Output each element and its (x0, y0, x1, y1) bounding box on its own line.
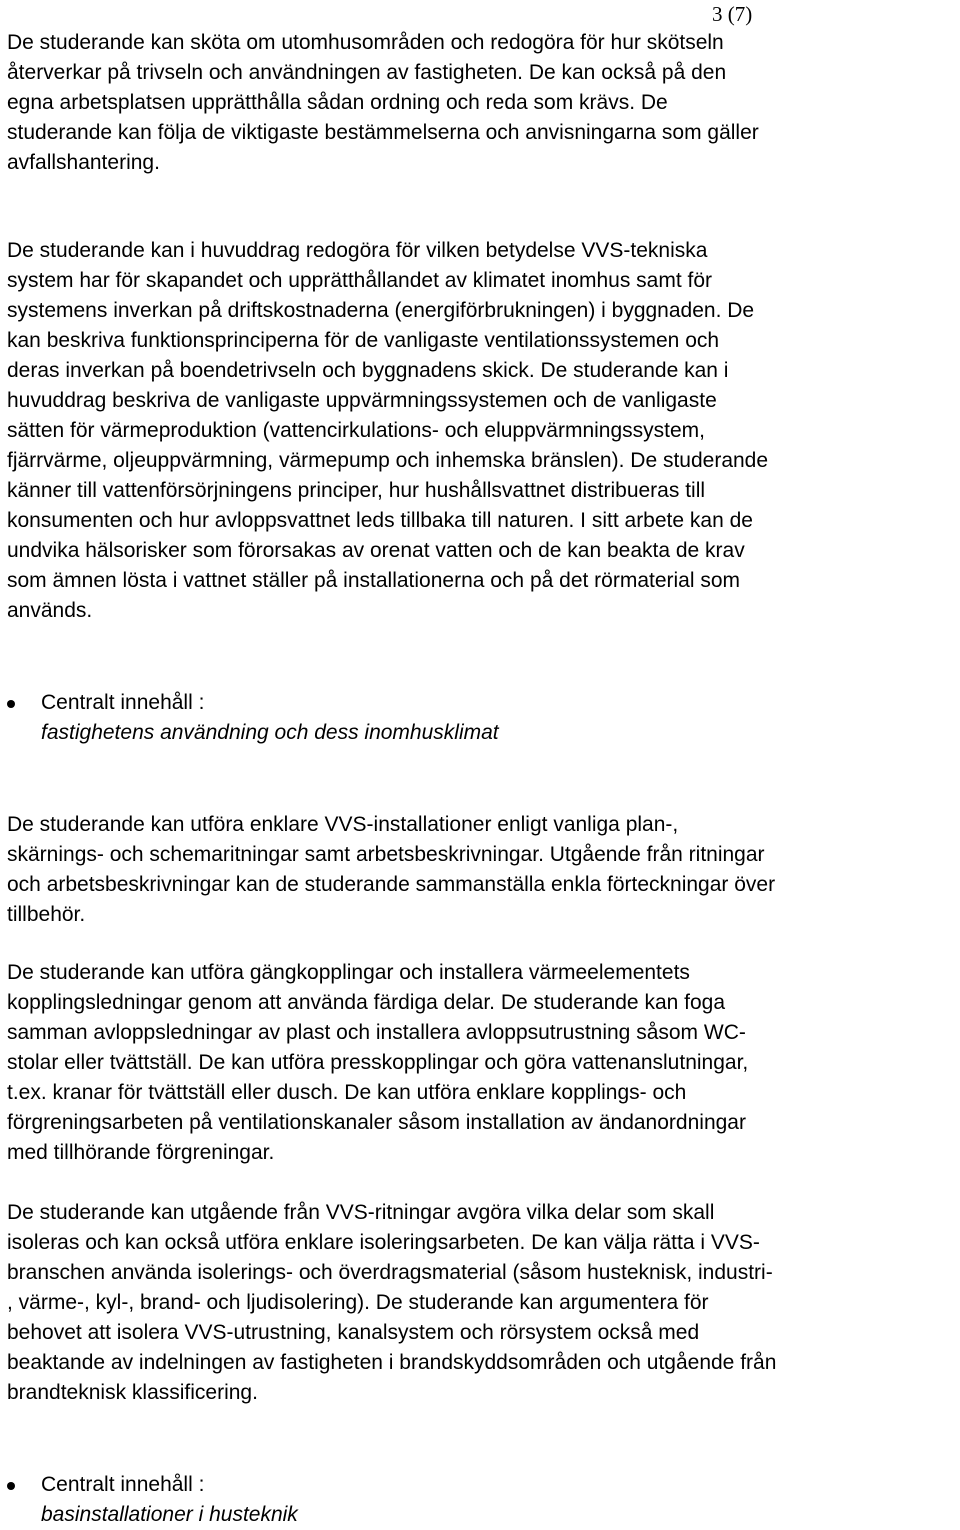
text-line: De studerande kan utgående från VVS-ritningar avgöra vilka delar som skall (7, 1201, 715, 1224)
paragraph-installations (7, 810, 960, 930)
text-line: förgreningsarbeten på ventilationskanaler såsom installation av ändanordningar (7, 1111, 746, 1134)
page-number: 3 (7) (712, 2, 753, 26)
text-line: kopplingsledningar genom att använda färdiga delar. De studerande kan foga (7, 991, 726, 1014)
bullet-point-icon (7, 1482, 15, 1490)
text-line: stolar eller tvättställ. De kan utföra presskopplingar och göra vattenanslutningar, (7, 1051, 749, 1074)
paragraph-outdoor-areas (7, 28, 960, 178)
text-line: undvika hälsorisker som förorsakas av orenat vatten och de kan beakta de krav (7, 539, 745, 562)
text-line: samman avloppsledningar av plast och installera avloppsutrustning såsom WC- (7, 1021, 746, 1044)
paragraph-insulation (7, 1198, 960, 1408)
text-line: sätten för värmeproduktion (vattencirkulations- och eluppvärmningssystem, (7, 419, 705, 442)
text-line: system har för skapandet och upprätthållandet av klimatet inomhus samt för (7, 269, 713, 292)
text-line: deras inverkan på boendetrivseln och byggnadens skick. De studerande kan i (7, 359, 729, 382)
text-line: branschen använda isolerings- och överdragsmaterial (såsom husteknisk, industri- (7, 1261, 773, 1284)
text-line: De studerande kan i huvuddrag redogöra för vilken betydelse VVS-tekniska (7, 239, 708, 262)
text-line: isoleras och kan också utföra enklare isoleringsarbeten. De kan välja rätta i VVS- (7, 1231, 760, 1254)
text-line: brandteknisk klassificering. (7, 1381, 258, 1404)
text-line: fjärrvärme, oljeuppvärmning, värmepump och inhemska bränslen). De studerande (7, 449, 769, 472)
text-line: används. (7, 599, 93, 622)
text-line: , värme-, kyl-, brand- och ljudisolering). De studerande kan argumentera för (7, 1291, 709, 1314)
core-content-topic: fastighetens användning och dess inomhusklimat (41, 721, 499, 744)
text-line: kan beskriva funktionsprinciperna för de vanligaste ventilationssystemen och (7, 329, 720, 352)
text-line: och arbetsbeskrivningar kan de studerande sammanställa enkla förteckningar över (7, 873, 776, 896)
text-line: som ämnen lösta i vattnet ställer på installationerna och på det rörmaterial som (7, 569, 741, 592)
text-line: t.ex. kranar för tvättställ eller dusch. De kan utföra enklare kopplings- och (7, 1081, 687, 1104)
core-content-label: Centralt innehåll : (41, 691, 205, 714)
text-line: egna arbetsplatsen upprätthålla sådan ordning och reda som krävs. De (7, 91, 668, 114)
text-line: De studerande kan utföra gängkopplingar och installera värmeelementets (7, 961, 690, 984)
text-line: studerande kan följa de viktigaste bestämmelserna och anvisningarna som gäller (7, 121, 759, 144)
text-line: systemens inverkan på driftskostnaderna (energiförbrukningen) i byggnaden. De (7, 299, 755, 322)
text-line: känner till vattenförsörjningens principer, hur hushållsvattnet distribueras till (7, 479, 706, 502)
text-line: De studerande kan sköta om utomhusområden och redogöra för hur skötseln (7, 31, 724, 54)
core-content-topic: basinstallationer i husteknik (41, 1503, 298, 1526)
text-line: huvuddrag beskriva de vanligaste uppvärmningssystemen och de vanligaste (7, 389, 717, 412)
text-line: med tillhörande förgreningar. (7, 1141, 275, 1164)
paragraph-couplings (7, 958, 960, 1168)
text-line: behovet att isolera VVS-utrustning, kanalsystem och rörsystem också med (7, 1321, 700, 1344)
paragraph-hvac-systems (7, 236, 960, 626)
text-line: konsumenten och hur avloppsvattnet leds tillbaka till naturen. I sitt arbete kan de (7, 509, 753, 532)
core-content-label: Centralt innehåll : (41, 1473, 205, 1496)
text-line: återverkar på trivseln och användningen av fastigheten. De kan också på den (7, 61, 727, 84)
text-line: De studerande kan utföra enklare VVS-installationer enligt vanliga plan-, (7, 813, 679, 836)
text-line: avfallshantering. (7, 151, 160, 174)
text-line: beaktande av indelningen av fastigheten i brandskyddsområden och utgående från (7, 1351, 777, 1374)
text-line: skärnings- och schemaritningar samt arbetsbeskrivningar. Utgående från ritningar (7, 843, 765, 866)
bullet-point-icon (7, 700, 15, 708)
text-line: tillbehör. (7, 903, 86, 926)
